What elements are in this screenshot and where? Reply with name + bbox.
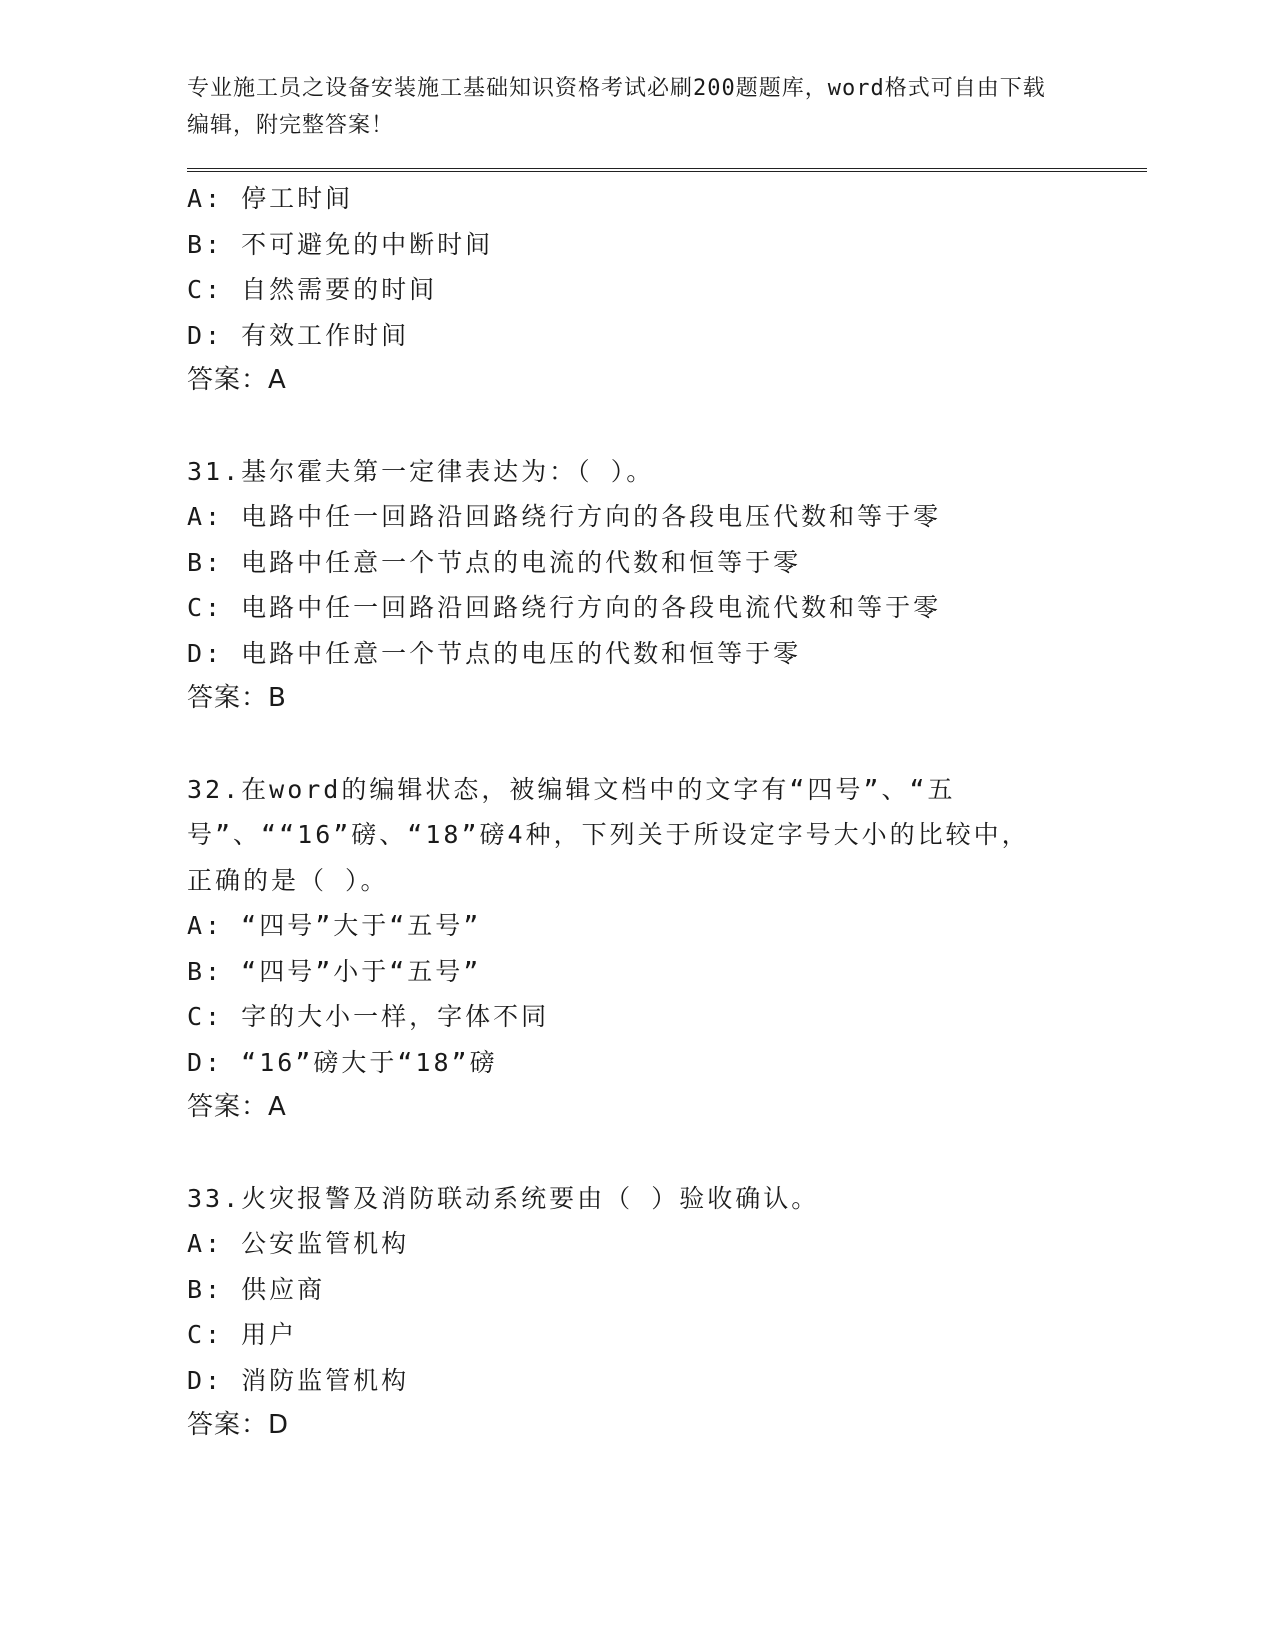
question-text: 31.基尔霍夫第一定律表达为：（ ）。	[187, 456, 655, 486]
question-32-block	[187, 767, 1147, 1131]
answer: 答案：D	[187, 1410, 290, 1440]
document-header: 专业施工员之设备安装施工基础知识资格考试必刷200题题库，word格式可自由下载编辑，附完整答案！	[187, 76, 1046, 138]
document-page	[187, 70, 1147, 1449]
option-b: B: 电路中任意一个节点的电流的代数和恒等于零	[187, 547, 802, 577]
option-b: B: 不可避免的中断时间	[187, 229, 494, 259]
option-c: C: 自然需要的时间	[187, 275, 438, 304]
question-33-block	[187, 1176, 1147, 1449]
option-a: A: “四号”大于“五号”	[187, 911, 482, 940]
option-c: C: 字的大小一样，字体不同	[187, 1002, 550, 1031]
option-b: B: 供应商	[187, 1274, 326, 1304]
question-31-block	[187, 449, 1147, 722]
option-c: C: 用户	[187, 1320, 298, 1349]
option-a: A: 公安监管机构	[187, 1229, 410, 1258]
question-text: 32.在word的编辑状态，被编辑文档中的文字有“四号”、“五号”、““16”磅、“18”磅4种，下列关于所设定字号大小的比较中，正确的是（ ）。	[187, 774, 1030, 895]
answer: 答案：A	[187, 365, 287, 395]
answer: 答案：A	[187, 1092, 287, 1122]
option-d: D: 电路中任意一个节点的电压的代数和恒等于零	[187, 638, 802, 668]
option-d: D: 有效工作时间	[187, 320, 410, 350]
header-divider	[187, 168, 1147, 172]
question-text: 33.火灾报警及消防联动系统要由（ ）验收确认。	[187, 1183, 820, 1213]
option-d: D: “16”磅大于“18”磅	[187, 1047, 498, 1077]
option-c: C: 电路中任一回路沿回路绕行方向的各段电流代数和等于零	[187, 593, 942, 622]
option-a: A: 停工时间	[187, 184, 354, 213]
previous-question-block	[187, 176, 1147, 404]
option-d: D: 消防监管机构	[187, 1365, 410, 1395]
answer: 答案：B	[187, 683, 287, 713]
option-b: B: “四号”小于“五号”	[187, 956, 482, 986]
option-a: A: 电路中任一回路沿回路绕行方向的各段电压代数和等于零	[187, 502, 942, 531]
